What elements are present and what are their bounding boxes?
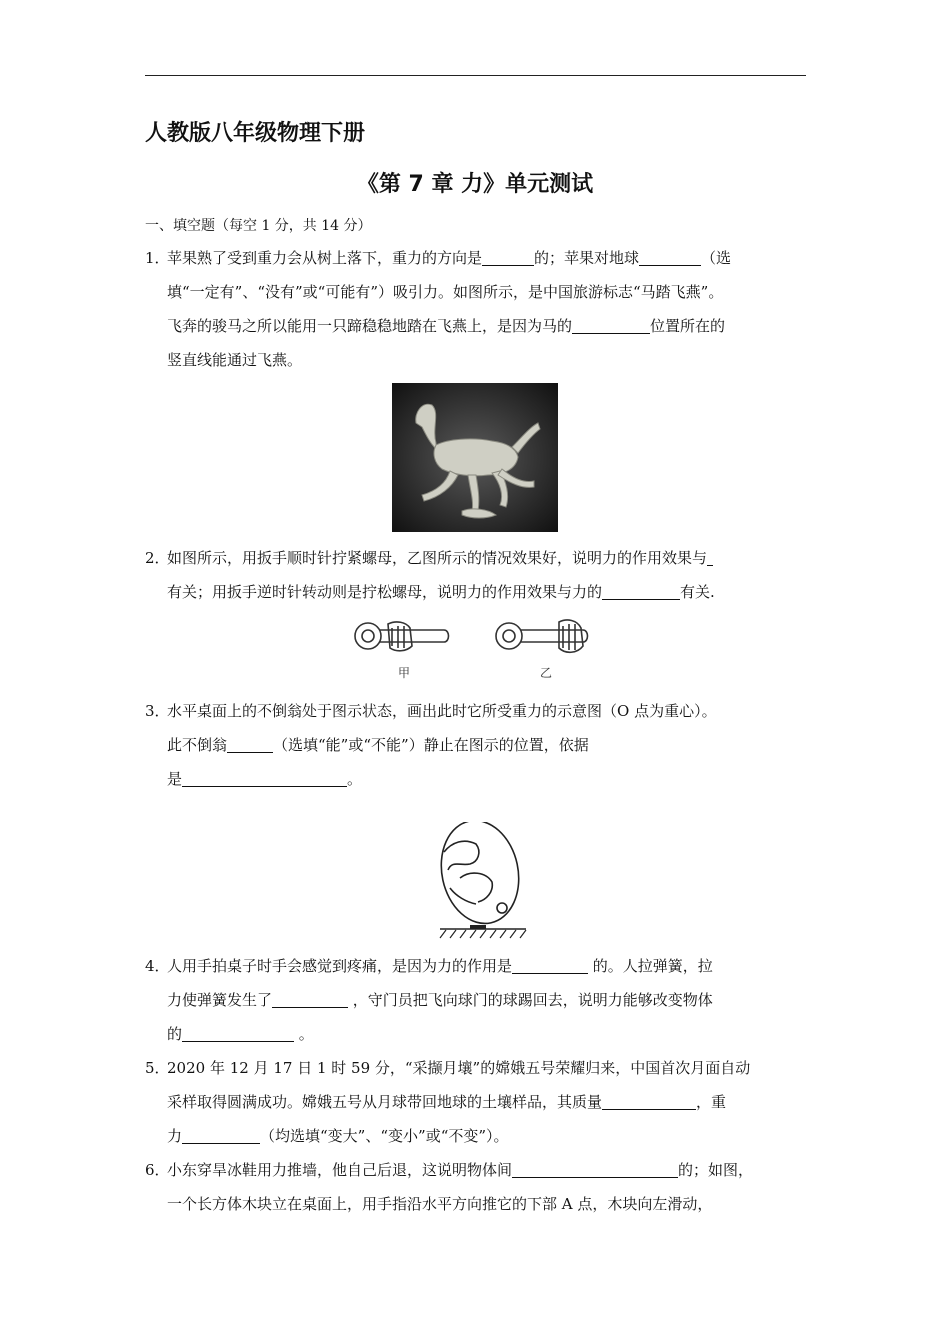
question-number: 3．: [145, 702, 170, 720]
text-line: 力使弹簧发生了 ，守门员把飞向球门的球踢回去，说明力能够改变物体: [167, 991, 713, 1009]
caption-jia: 甲: [398, 666, 411, 680]
tumbler-figure: [430, 822, 532, 940]
question-3: [145, 694, 806, 796]
question-number: 6．: [145, 1161, 170, 1179]
text-line: 竖直线能通过飞燕。: [167, 351, 303, 369]
question-number: 2．: [145, 549, 170, 567]
answer-blank[interactable]: [572, 315, 650, 334]
question-number: 5．: [145, 1059, 170, 1077]
question-number: 1．: [145, 249, 170, 267]
header-rule: [145, 75, 806, 76]
text-line: 2020 年 12 月 17 日 1 时 59 分，“采撷月壤”的嫦娥五号荣耀归来，中国首次月面自动: [167, 1059, 751, 1077]
text-line: 填“一定有”、“没有”或“可能有”）吸引力。如图所示，是中国旅游标志“马踏飞燕”。: [167, 283, 724, 301]
answer-blank[interactable]: [512, 1159, 678, 1178]
answer-blank[interactable]: [707, 547, 713, 566]
question-5: [145, 1051, 806, 1153]
question-6: [145, 1153, 806, 1221]
answer-blank[interactable]: [602, 1091, 696, 1110]
question-number: 4．: [145, 957, 170, 975]
section-heading: 一、填空题（每空 1 分，共 14 分）: [145, 218, 372, 234]
question-1: [145, 241, 806, 377]
text-line: 有关；用扳手逆时针转动则是拧松螺母，说明力的作用效果与力的 有关.: [167, 583, 715, 601]
question-4: [145, 949, 806, 1051]
answer-blank[interactable]: [272, 989, 348, 1008]
answer-blank[interactable]: [512, 955, 588, 974]
book-title: 人教版八年级物理下册: [145, 121, 366, 146]
text-line: 一个长方体木块立在桌面上，用手指沿水平方向推它的下部 A 点，木块向左滑动，: [167, 1195, 713, 1213]
text-line: 如图所示，用扳手顺时针拧紧螺母，乙图所示的情况效果好，说明力的作用效果与: [167, 541, 806, 575]
text-line: 采样取得圆满成功。嫦娥五号从月球带回地球的土壤样品，其质量 ，重: [167, 1093, 727, 1111]
text-line: 人用手拍桌子时手会感觉到疼痛，是因为力的作用是 的。人拉弹簧，拉: [167, 957, 713, 975]
answer-blank[interactable]: [182, 1023, 294, 1042]
text-line: 小东穿旱冰鞋用力推墙，他自己后退，这说明物体间 的；如图，: [167, 1161, 754, 1179]
wrench-figure-jia: [352, 616, 452, 658]
text-line: 力 （均选填“变大”、“变小”或“不变”）。: [167, 1127, 509, 1145]
answer-blank[interactable]: [227, 734, 273, 753]
text-line: 飞奔的骏马之所以能用一只蹄稳稳地踏在飞燕上，是因为马的 位置所在的: [167, 317, 726, 335]
answer-blank[interactable]: [182, 768, 347, 787]
wrench-figure-yi: [493, 616, 593, 658]
text-line: 此不倒翁 （选填“能”或“不能”）静止在图示的位置，依据: [167, 736, 589, 754]
text-line: 的 。: [167, 1025, 314, 1043]
question-2: [145, 541, 806, 609]
text-line: 水平桌面上的不倒翁处于图示状态，画出此时它所受重力的示意图（O 点为重心）。: [167, 702, 717, 720]
answer-blank[interactable]: [602, 581, 680, 600]
answer-blank[interactable]: [639, 247, 701, 266]
text-line: 是 。: [167, 770, 363, 788]
text-line: 苹果熟了受到重力会从树上落下，重力的方向是 的；苹果对地球 （选: [167, 249, 732, 267]
answer-blank[interactable]: [482, 247, 534, 266]
caption-yi: 乙: [540, 666, 553, 680]
answer-blank[interactable]: [182, 1125, 260, 1144]
horse-statue-image: [392, 383, 558, 532]
doc-title: 《第 7 章 力》单元测试: [356, 172, 594, 197]
